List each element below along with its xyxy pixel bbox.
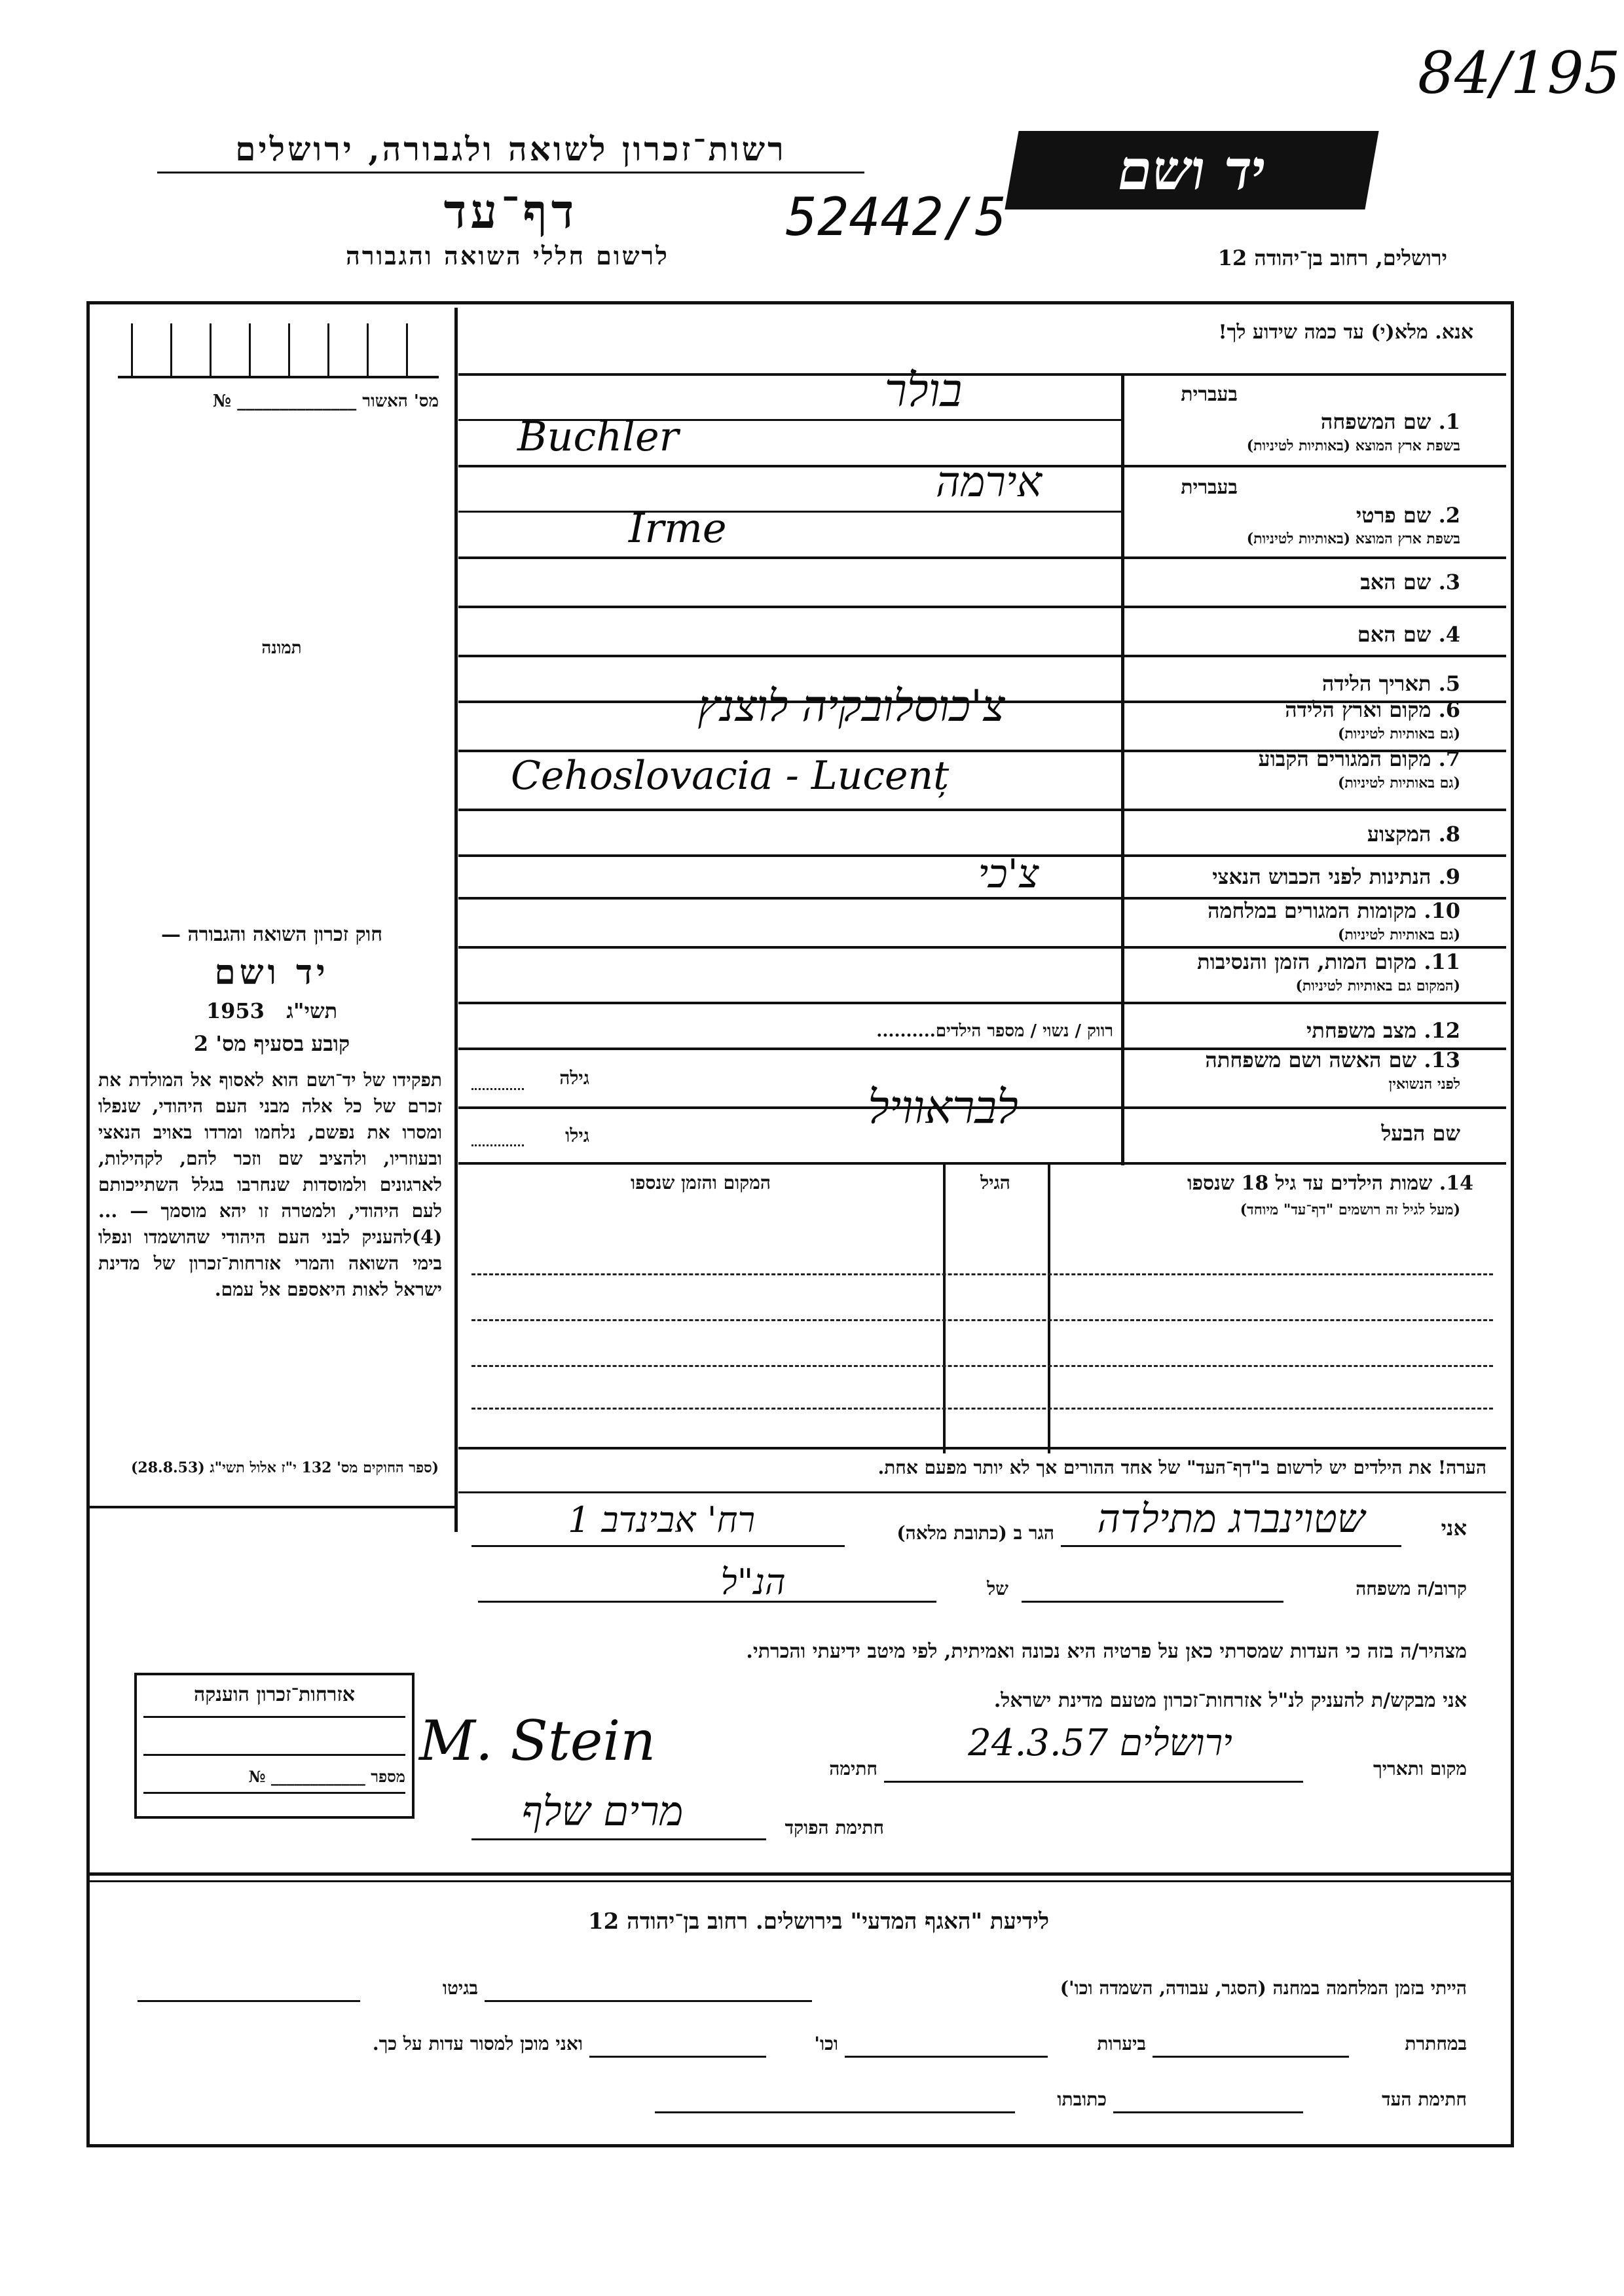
- archive-number: 84/195: [1418, 39, 1621, 107]
- granted-box-number-label: מספר ____________ №: [248, 1767, 405, 1786]
- photo-label: תמונה: [261, 638, 302, 658]
- sheet-number: 52442/5: [786, 187, 1007, 247]
- field2-label: 2. שם פרטי: [1356, 503, 1460, 528]
- footer-witness-signature: חתימת העד: [1382, 2088, 1467, 2110]
- official-signature-label: חתימת הפוקד: [784, 1817, 884, 1838]
- granted-number-text: מספר: [371, 1767, 405, 1786]
- husband-age-label: גילו: [565, 1125, 589, 1146]
- field12-label: 12. מצב משפחתי: [1306, 1018, 1460, 1043]
- field14-place-column: המקום והזמן שנספו: [631, 1172, 771, 1194]
- residing-label: הגר ב (כתובת מלאה): [896, 1522, 1054, 1544]
- footer-underground: במחתרת: [1405, 2033, 1467, 2054]
- field14-sub: (מעל לגיל זה רושמים "דף־עד" מיוחד): [1240, 1201, 1460, 1218]
- field6-value: צ'כוסלובקיה לוצנץ: [697, 681, 1005, 731]
- residing-value: רח' אבינדב 1: [567, 1499, 756, 1540]
- field11-label: 11. מקום המות, הזמן והנסיבות: [1197, 949, 1460, 974]
- field7-value: Cehoslovacia - Lucenț: [511, 753, 950, 799]
- form-title: דף־עד: [443, 183, 578, 239]
- place-date-value: ירושלים 24.3.57: [968, 1722, 1232, 1764]
- granted-box: [134, 1673, 415, 1819]
- declarant-name: שטוינברג מתילדה: [1097, 1496, 1365, 1542]
- field9-value: צ'כי: [978, 851, 1039, 897]
- form-subtitle: לרשום חללי השואה והגבורה: [346, 241, 669, 270]
- footer-ghetto: בגיטו: [442, 1977, 478, 1999]
- field4-label: 4. שם האם: [1357, 622, 1460, 647]
- approval-number-label: מס' האשור ______________ №: [212, 392, 439, 411]
- field7-label: 7. מקום המגורים הקבוע: [1258, 746, 1460, 771]
- approval-boxes: [118, 323, 439, 378]
- footer-line1: הייתי בזמן המלחמה במחנה (הסגר, עבודה, השמדה וכו'): [1060, 1977, 1467, 1999]
- field6-sub: (גם באותיות לטיניות): [1337, 725, 1460, 742]
- signature-label: חתימה: [829, 1758, 877, 1779]
- field14-age-column: הגיל: [980, 1172, 1010, 1194]
- field2-latin-value: Irme: [629, 504, 727, 552]
- law-year: [98, 998, 445, 1023]
- field10-label: 10. מקומות המגורים במלחמה: [1208, 898, 1460, 923]
- field1-hebrew-value: בולר: [884, 363, 963, 417]
- law-gazette: (ספר החוקים מס' 132 י"ז אלול תשי"ג (28.8.53): [131, 1459, 439, 1476]
- husband-label: שם הבעל: [1381, 1121, 1460, 1146]
- field3-label: 3. שם האב: [1360, 570, 1460, 594]
- of-value: הנ"ל: [720, 1561, 786, 1603]
- footer-etc: וכו': [814, 2033, 838, 2054]
- field9-label: 9. הנתינות לפני הכבוש הנאצי: [1212, 864, 1460, 889]
- yad-vashem-logo: [1005, 131, 1378, 210]
- field1-latin-value: Buchler: [517, 412, 679, 460]
- field13-label: 13. שם האשה ושם משפחתה: [1205, 1048, 1460, 1072]
- field7-sub: (גם באותיות לטיניות): [1337, 774, 1460, 792]
- signature-value: M. Stein: [419, 1709, 656, 1773]
- law-year-heb: תשי"ג: [286, 998, 338, 1023]
- field6-label: 6. מקום וארץ הלידה: [1285, 697, 1460, 722]
- field14-label: 14. שמות הילדים עד גיל 18 שנספו: [1187, 1172, 1473, 1195]
- field10-sub: (גם באותיות לטיניות): [1337, 926, 1460, 943]
- field2-hebrew-tag: בעברית: [1181, 476, 1238, 499]
- field1-sub: בשפת ארץ המוצא (באותיות לטיניות): [1246, 437, 1460, 454]
- institution-name: רשות־זכרון לשואה ולגבורה, ירושלים: [235, 130, 786, 168]
- field2-sub: בשפת ארץ המוצא (באותיות לטיניות): [1246, 530, 1460, 547]
- law-year-num: 1953: [206, 998, 265, 1023]
- note: הערה! את הילדים יש לרשום ב"דף־העד" של אחד ההורים אך לא יותר מפעם אחת.: [877, 1457, 1486, 1478]
- law-name: יד ושם: [214, 953, 329, 993]
- field1-hebrew-tag: בעברית: [1181, 383, 1238, 406]
- field13-age-label: גילה: [559, 1067, 589, 1089]
- law-title: חוק זכרון השואה והגבורה —: [161, 923, 382, 946]
- field5-label: 5. תאריך הלידה: [1321, 671, 1460, 696]
- number-sign: №: [212, 392, 232, 411]
- footer-address: כתובתו: [1057, 2088, 1107, 2110]
- declaration-request: אני מבקש/ת להעניק לנ"ל אזרחות־זכרון מטעם מדינת ישראל.: [993, 1689, 1467, 1712]
- field2-hebrew-value: אירמה: [935, 458, 1043, 507]
- relative-label: קרוב/ה משפחה: [1356, 1578, 1467, 1599]
- granted-box-title: אזרחות־זכרון הוענקה: [193, 1683, 356, 1706]
- address: ירושלים, רחוב בן־יהודה 12: [1217, 246, 1447, 270]
- husband-value: לבראוויל: [868, 1080, 1018, 1134]
- footer-forests: ביערות: [1097, 2033, 1146, 2054]
- field8-label: 8. המקצוע: [1367, 822, 1460, 847]
- official-signature-value: מרים שלף: [521, 1787, 684, 1835]
- footer-title: לידיעת "האגף המדעי" בירושלים. רחוב בן־יהודה 12: [588, 1908, 1049, 1935]
- field1-label: 1. שם המשפחה: [1320, 409, 1460, 434]
- logo-text: יד ושם: [1112, 137, 1272, 202]
- field11-sub: (המקום גם באותיות לטיניות): [1295, 977, 1460, 994]
- declaration-statement: מצהיר/ה בזה כי העדות שמסרתי כאן על פרטיה היא נכונה ואמיתית, לפי מיטב ידיעתי והכרתי.: [746, 1640, 1467, 1663]
- law-section: קובע בסעיף מס' 2: [193, 1031, 350, 1056]
- approval-label-text: מס' האשור: [362, 392, 439, 411]
- field12-value: רווק / נשוי / מספר הילדים..........: [876, 1021, 1113, 1041]
- footer-ready: ואני מוכן למסור עדות על כך.: [372, 2033, 583, 2054]
- law-text: תפקידו של יד־ושם הוא לאסוף אל המולדת את זכרם של כל אלה מבני העם היהודי, שנפלו ומסרו את נפשם, נלחמו ומרדו באויב הנאצי ובעוזריו, ולהציב שם וזכר להם, לקהילות, לארגונים ולמוסדות שנחרבו בגלל השתייכותם לעם היהודי, ולמטרה זו יהא מוסמך — ...(4)להעניק לבני העם היהודי שהושמדו ונפלו בימי השואה והמרי אזרחות־זכרון של מדינת ישראל לאות היאספם אל עמם.: [98, 1069, 442, 1300]
- declarant-label: אני: [1441, 1516, 1467, 1540]
- place-date-label: מקום ותאריך: [1373, 1758, 1467, 1779]
- of-label: של: [987, 1578, 1008, 1599]
- instruction: אנא. מלא(י) עד כמה שידוע לך!: [1218, 321, 1473, 344]
- field13-sub: לפני הנשואין: [1388, 1076, 1460, 1093]
